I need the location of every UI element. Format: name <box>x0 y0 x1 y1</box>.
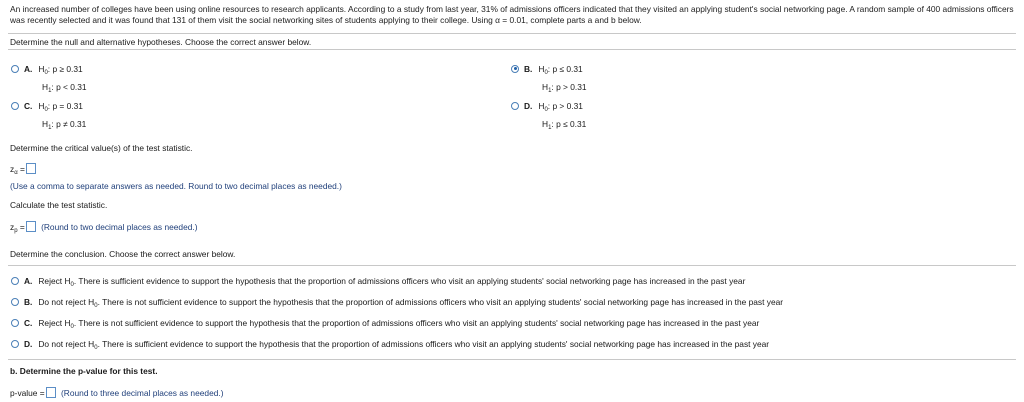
radio-button[interactable] <box>511 102 519 110</box>
divider <box>8 33 1016 34</box>
radio-button[interactable] <box>11 340 19 348</box>
question-conclusion: Determine the conclusion. Choose the correct answer below. <box>10 249 236 259</box>
question-critical-value: Determine the critical value(s) of the test statistic. <box>10 143 193 153</box>
problem-intro: An increased number of colleges have been using online resources to research applicants. According to a study from last year, 31% of admissions officers indicated that they visited an applying student's social networking page. A random sample of 400 admissions officers was recently selected and it was found that 131 of them visit the social networking sites of students applying to their college. Using α = 0.01, complete parts a and b below. <box>10 4 1014 25</box>
divider <box>8 49 1016 50</box>
conclusion-option-a[interactable]: A. Reject $H_0$. There is sufficient evidence to support the hypothesis that the proportion of admissions officers who visit an applying students' social networking page has increased in the past year <box>11 276 745 288</box>
question-test-statistic: Calculate the test statistic. <box>10 200 108 210</box>
test-statistic-row: $z_p$ = (Round to two decimal places as needed.) <box>10 222 198 234</box>
conclusion-option-b[interactable]: B. Do not reject $H_0$. There is not sufficient evidence to support the hypothesis that the proportion of admissions officers who visit an applying students' social networking page has increased in the past year <box>11 297 783 309</box>
divider <box>8 359 1016 360</box>
radio-button[interactable] <box>11 65 19 73</box>
radio-button-selected[interactable] <box>511 65 519 73</box>
p-value-row: p-value = (Round to three decimal places as needed.) <box>10 388 224 398</box>
conclusion-option-c[interactable]: C. Reject $H_0$. There is not sufficient evidence to support the hypothesis that the proportion of admissions officers who visit an applying students' social networking page has increased in the past year <box>11 318 759 330</box>
divider <box>8 265 1016 266</box>
test-statistic-input[interactable] <box>26 221 36 232</box>
critical-value-row: $z_\alpha$ = <box>10 164 39 176</box>
radio-button[interactable] <box>11 298 19 306</box>
hyp-option-c[interactable]: C. $H_0$: p = 0.31 $H_1$: p ≠ 0.31 <box>11 99 86 135</box>
radio-button[interactable] <box>11 319 19 327</box>
part-b-question: b. Determine the p-value for this test. <box>10 366 158 376</box>
hyp-option-a[interactable]: A. $H_0$: p ≥ 0.31 $H_1$: p < 0.31 <box>11 62 87 98</box>
hyp-option-d[interactable]: D. $H_0$: p > 0.31 $H_1$: p ≤ 0.31 <box>511 99 586 135</box>
question-hypotheses: Determine the null and alternative hypotheses. Choose the correct answer below. <box>10 37 312 47</box>
p-value-input[interactable] <box>46 387 56 398</box>
conclusion-option-d[interactable]: D. Do not reject $H_0$. There is sufficient evidence to support the hypothesis that the proportion of admissions officers who visit an applying students' social networking page has increased in the past year <box>11 339 769 351</box>
radio-button[interactable] <box>11 277 19 285</box>
radio-button[interactable] <box>11 102 19 110</box>
critical-value-input[interactable] <box>26 163 36 174</box>
critical-value-hint: (Use a comma to separate answers as needed. Round to two decimal places as needed.) <box>10 181 342 191</box>
hyp-option-b[interactable]: B. $H_0$: p ≤ 0.31 $H_1$: p > 0.31 <box>511 62 587 98</box>
